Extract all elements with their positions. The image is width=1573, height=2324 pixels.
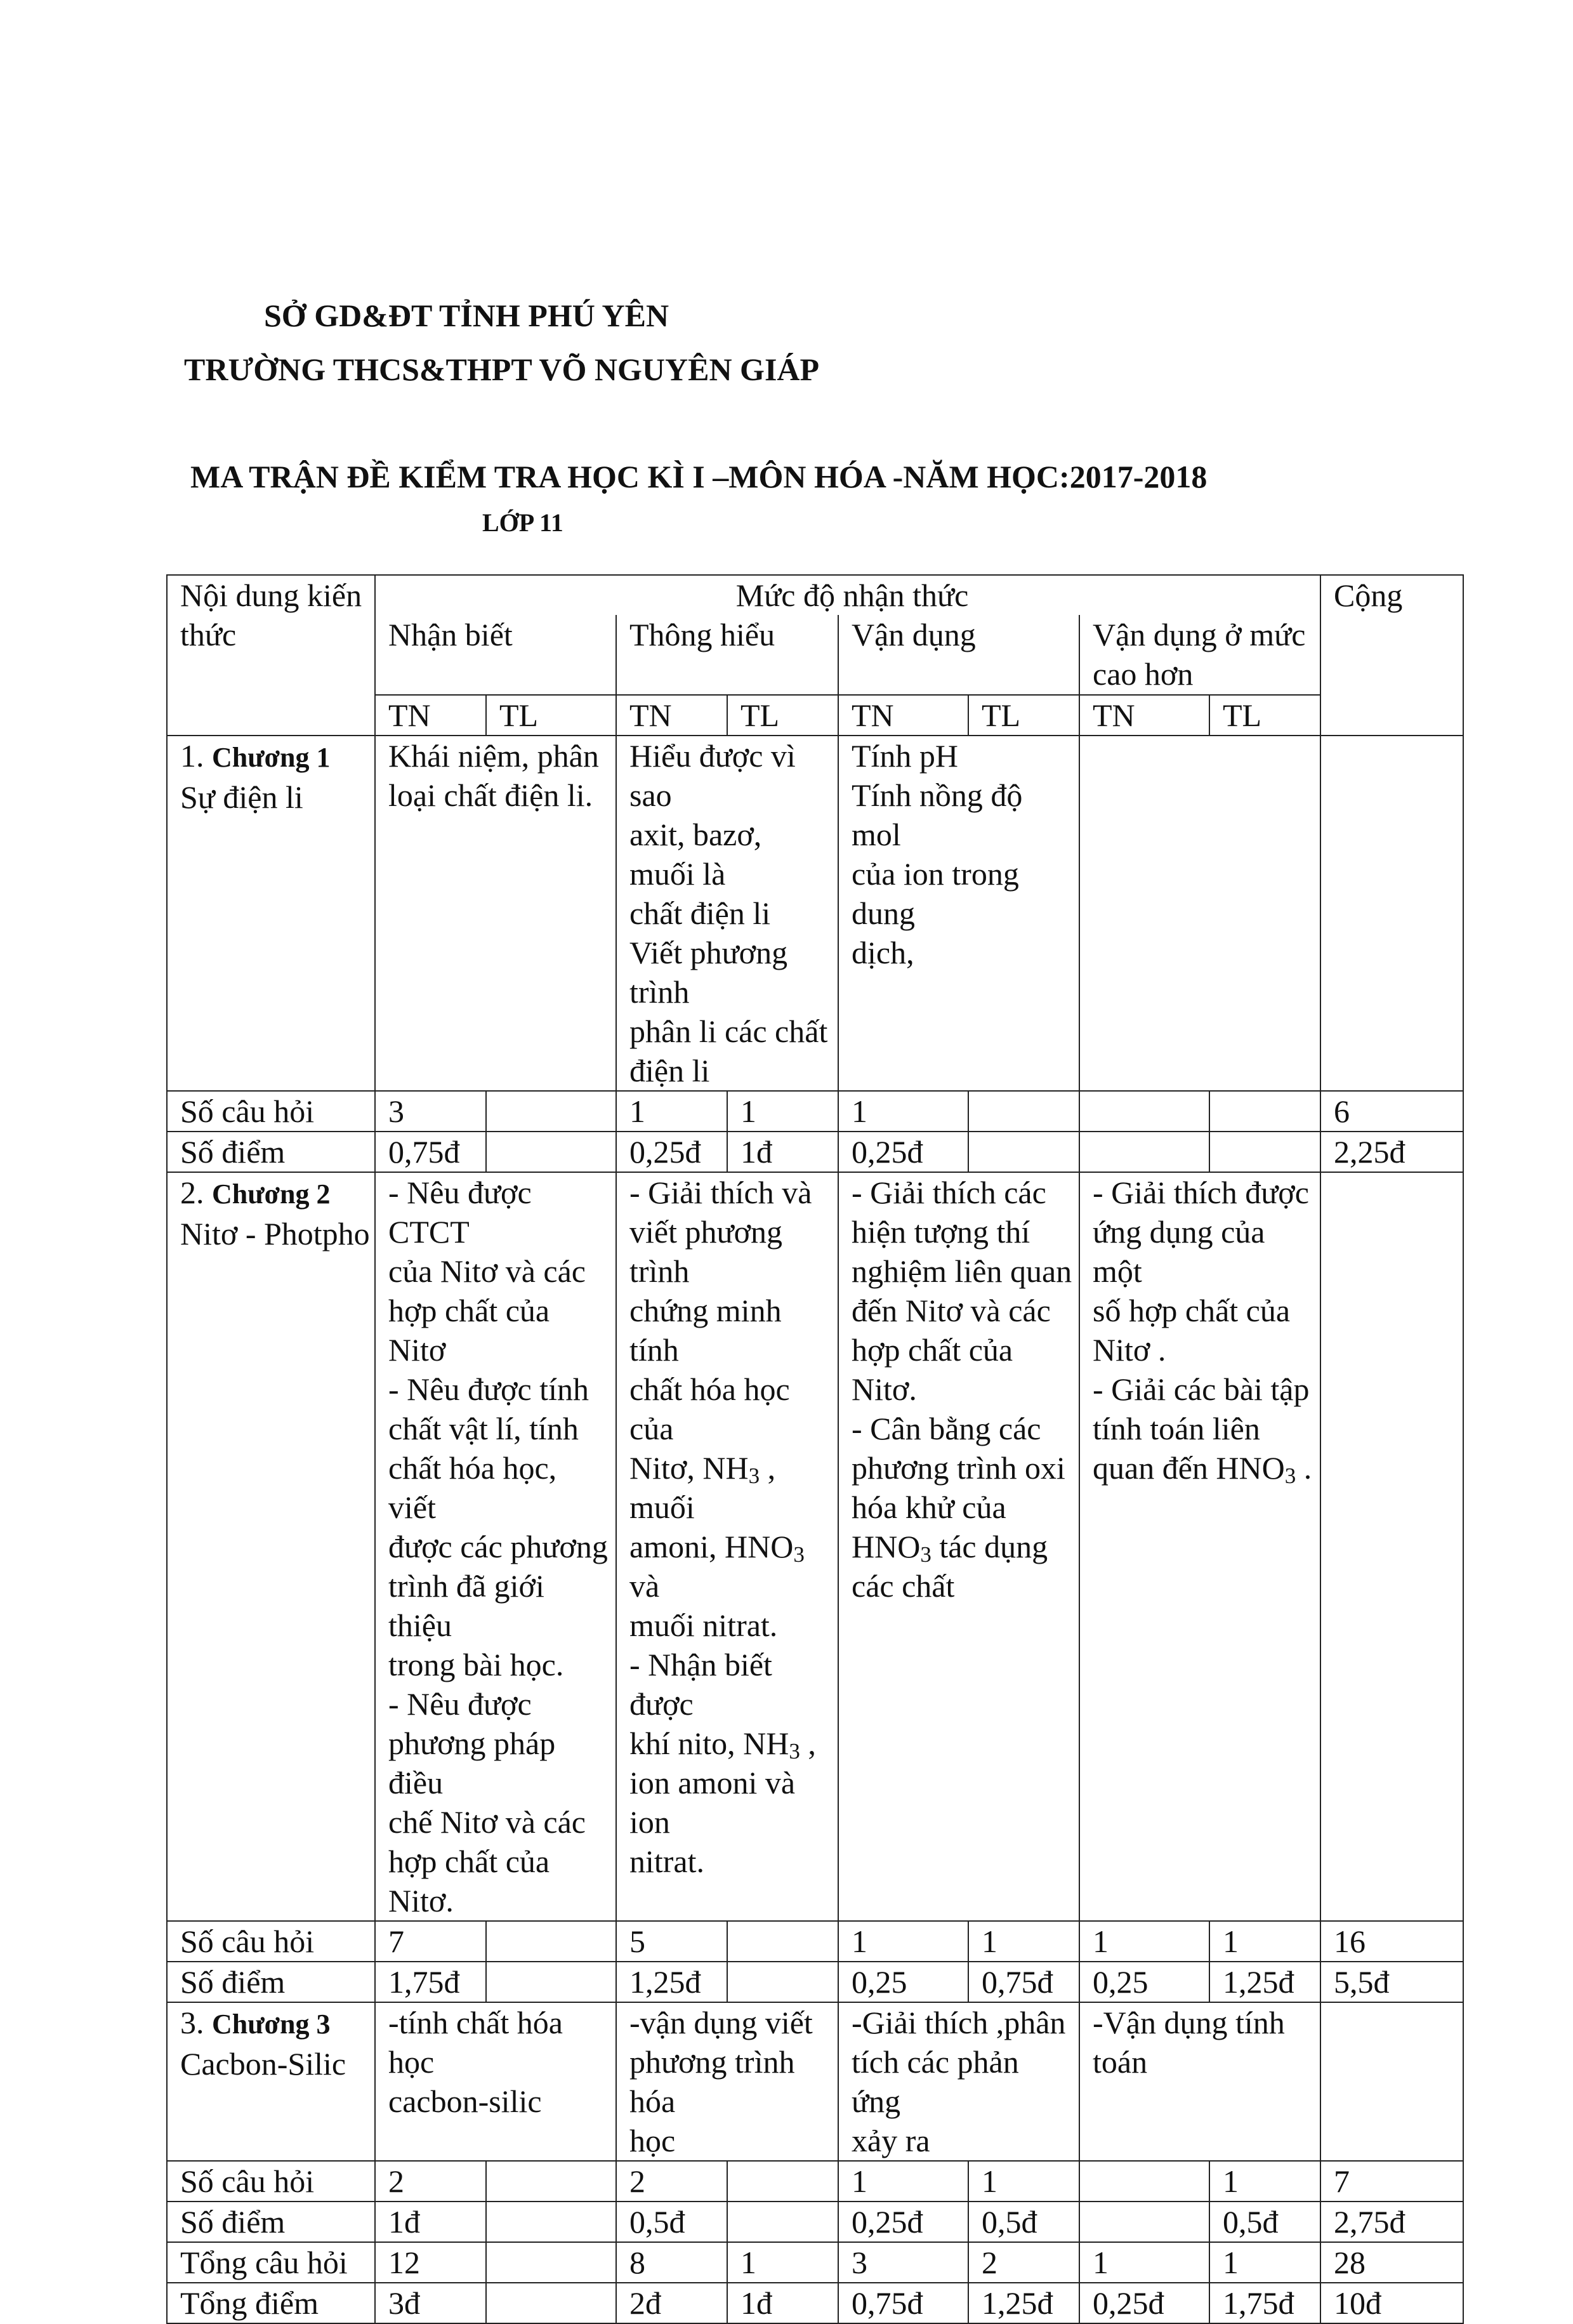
total-questions-label: Tổng câu hỏi	[180, 2245, 348, 2280]
chapter-2-recognize: - Nêu được CTCT của Nitơ và các hợp chất của Nitơ - Nêu được tính chất vật lí, tính chất hóa học, viết được các phương trình đã giới thiệu trong bài học. - Nêu được phương pháp điều chế Nitơ và các hợp chất của Nitơ.	[388, 1175, 608, 1918]
question-count: 3	[388, 1093, 404, 1129]
total-point-value: 3đ	[388, 2285, 420, 2321]
point-value: 0,25đ	[852, 1134, 923, 1170]
total-point-value: 1,25đ	[982, 2285, 1053, 2321]
point-value: 0,25đ	[629, 1134, 701, 1170]
question-count: 7	[1334, 2163, 1350, 2199]
point-value: 1,25đ	[629, 1964, 701, 2000]
point-value: 5,5đ	[1334, 1964, 1390, 2000]
level-header-3: Vận dụng	[852, 617, 976, 652]
total-question-count: 3	[852, 2245, 867, 2280]
point-value: 0,75đ	[388, 1134, 460, 1170]
question-count: 16	[1334, 1924, 1366, 1959]
tn-header: TN	[629, 697, 672, 733]
total-points-label: Tổng điểm	[180, 2285, 319, 2321]
question-count: 1	[852, 1093, 867, 1129]
question-count: 1	[982, 2163, 997, 2199]
point-value: 0,5đ	[1223, 2204, 1279, 2240]
cognition-level-header: Mức độ nhận thức	[735, 578, 969, 613]
total-point-value: 10đ	[1334, 2285, 1382, 2321]
question-count: 1	[1093, 1924, 1109, 1959]
point-value: 0,75đ	[982, 1964, 1053, 2000]
tn-header: TN	[852, 697, 894, 733]
question-count: 6	[1334, 1093, 1350, 1129]
total-point-value: 1,75đ	[1223, 2285, 1294, 2321]
question-count: 2	[388, 2163, 404, 2199]
document-title: MA TRẬN ĐỀ KIỂM TRA HỌC KÌ I –MÔN HÓA -NĂM HỌC:2017-2018	[190, 459, 1208, 494]
chapter-1-understand: Hiểu được vì sao axit, bazơ, muối là chất điện li Viết phương trình phân li các chất điện li	[629, 738, 828, 1088]
points-label: Số điểm	[180, 1134, 286, 1170]
total-header: Cộng	[1334, 578, 1403, 613]
chapter-1-apply: Tính pH Tính nồng độ mol của ion trong dung dịch,	[852, 738, 1023, 970]
questions-label: Số câu hỏi	[180, 1093, 315, 1129]
chapter-3-title: 3. Chương 3 Cacbon-Silic	[180, 2005, 346, 2082]
total-question-count: 8	[629, 2245, 645, 2280]
total-question-count: 2	[982, 2245, 997, 2280]
points-label: Số điểm	[180, 1964, 286, 2000]
department-heading: SỞ GD&ĐT TỈNH PHÚ YÊN	[264, 298, 669, 333]
tl-header: TL	[740, 697, 780, 733]
point-value: 2,75đ	[1334, 2204, 1405, 2240]
level-header-2: Thông hiểu	[629, 617, 775, 652]
question-count: 2	[629, 2163, 645, 2199]
point-value: 1đ	[740, 1134, 772, 1170]
question-count: 1	[852, 2163, 867, 2199]
point-value: 0,25	[852, 1964, 907, 2000]
question-count: 1	[982, 1924, 997, 1959]
question-count: 1	[1223, 2163, 1239, 2199]
chapter-1-recognize: Khái niệm, phân loại chất điện li.	[388, 738, 599, 813]
school-heading: TRƯỜNG THCS&THPT VÕ NGUYÊN GIÁP	[184, 352, 820, 387]
total-question-count: 12	[388, 2245, 420, 2280]
question-count: 5	[629, 1924, 645, 1959]
chapter-1-title: 1. Chương 1 Sự điện li	[180, 738, 331, 815]
chapter-2-apply: - Giải thích các hiện tượng thí nghiệm liên quan đến Nitơ và các hợp chất của Nitơ. - Cân bằng các phương trình oxi hóa khử của $HNO_3$ tác dụng các chất	[852, 1175, 1072, 1604]
tn-header: TN	[388, 697, 431, 733]
chapter-3-apply-high: -Vận dụng tính toán	[1093, 2005, 1285, 2080]
point-value: 1,25đ	[1223, 1964, 1294, 2000]
content-header: Nội dung kiến thức	[180, 578, 362, 652]
chapter-2-apply-high: - Giải thích được ứng dụng của một số hợp chất của Nitơ . - Giải các bài tập tính toán liên quan đến $HNO_3$ .	[1093, 1175, 1312, 1488]
total-question-count: 1	[1093, 2245, 1109, 2280]
exam-matrix-table	[166, 574, 1464, 2324]
total-question-count: 1	[1223, 2245, 1239, 2280]
point-value: 0,5đ	[629, 2204, 685, 2240]
chapter-3-apply: -Giải thích ,phân tích các phản ứng xảy ra	[852, 2005, 1066, 2158]
point-value: 0,25đ	[852, 2204, 923, 2240]
chapter-3-understand: -vận dụng viết phương trình hóa học	[629, 2005, 813, 2158]
total-question-count: 1	[740, 2245, 756, 2280]
grade-label: LỚP 11	[482, 508, 563, 537]
question-count: 1	[740, 1093, 756, 1129]
tl-header: TL	[982, 697, 1021, 733]
tl-header: TL	[499, 697, 539, 733]
questions-label: Số câu hỏi	[180, 2163, 315, 2199]
total-point-value: 0,25đ	[1093, 2285, 1164, 2321]
chapter-3-recognize: -tính chất hóa học cacbon-silic	[388, 2005, 563, 2119]
tl-header: TL	[1223, 697, 1262, 733]
question-count: 1	[1223, 1924, 1239, 1959]
points-label: Số điểm	[180, 2204, 286, 2240]
level-header-4: Vận dụng ở mức cao hơn	[1093, 617, 1306, 692]
total-question-count: 28	[1334, 2245, 1366, 2280]
question-count: 1	[852, 1924, 867, 1959]
total-point-value: 0,75đ	[852, 2285, 923, 2321]
questions-label: Số câu hỏi	[180, 1924, 315, 1959]
total-point-value: 2đ	[629, 2285, 661, 2321]
point-value: 1đ	[388, 2204, 420, 2240]
point-value: 0,5đ	[982, 2204, 1037, 2240]
level-header-1: Nhận biết	[388, 617, 513, 652]
point-value: 2,25đ	[1334, 1134, 1405, 1170]
chapter-2-understand: - Giải thích và viết phương trình chứng minh tính chất hóa học của Nitơ, $NH_3$ , muối amoni, $HNO_3$ và muối nitrat. - Nhận biết được khí nito, $NH_3$ , ion amoni và ion nitrat.	[629, 1175, 816, 1879]
chapter-2-title: 2. Chương 2 Nitơ - Photpho	[180, 1175, 370, 1251]
question-count: 1	[629, 1093, 645, 1129]
point-value: 0,25	[1093, 1964, 1148, 2000]
total-point-value: 1đ	[740, 2285, 772, 2321]
tn-header: TN	[1093, 697, 1135, 733]
point-value: 1,75đ	[388, 1964, 460, 2000]
question-count: 7	[388, 1924, 404, 1959]
